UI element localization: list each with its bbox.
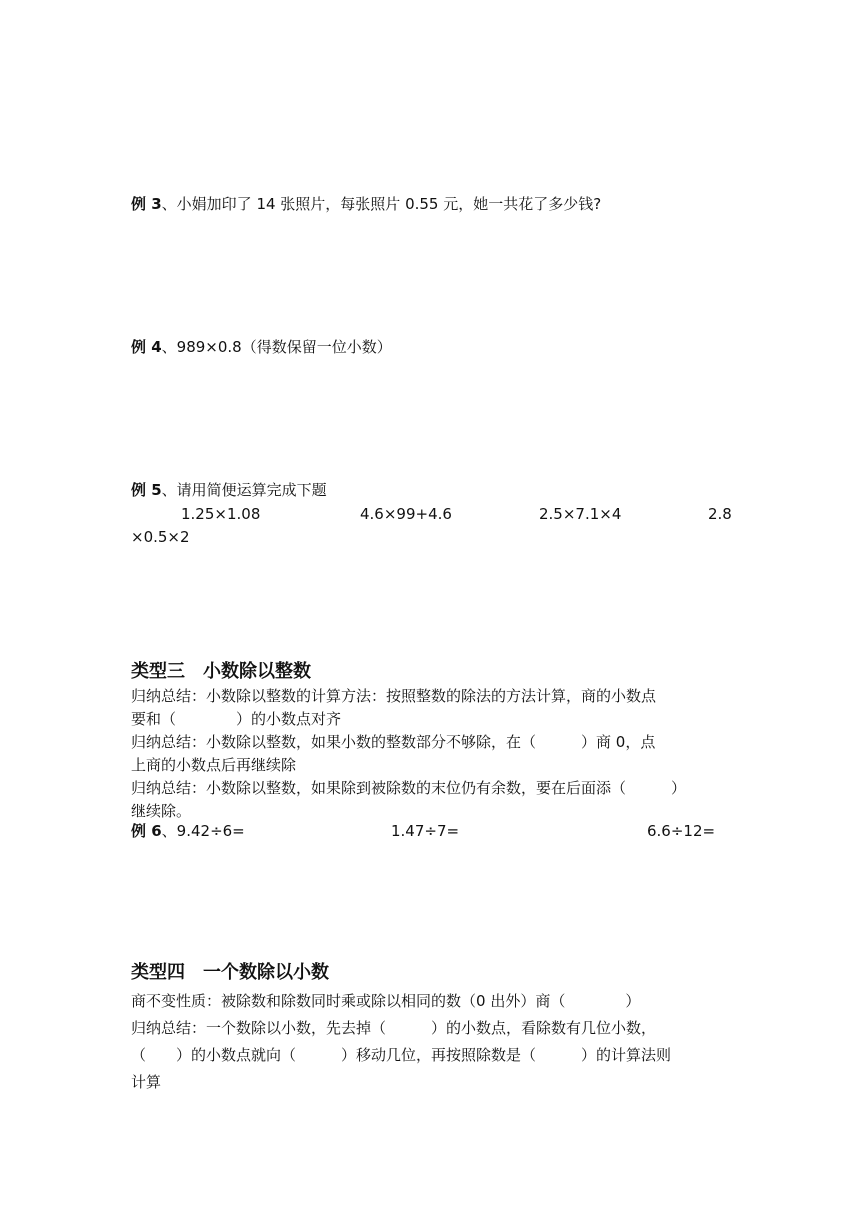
type-3-line: 归纳总结：小数除以整数的计算方法：按照整数的除法的方法计算，商的小数点	[131, 687, 657, 705]
example-5-item-4: 2.8	[708, 505, 732, 523]
type-4-line: （ ）的小数点就向（ ）移动几位，再按照除数是（ ）的计算法则	[131, 1046, 672, 1064]
type-3-line: 归纳总结：小数除以整数，如果除到被除数的末位仍有余数，要在后面添（ ）	[131, 779, 687, 797]
example-6-label: 例 6	[131, 822, 162, 840]
example-5-label: 例 5	[131, 481, 162, 499]
example-5-item-1: 1.25×1.08	[181, 505, 261, 523]
type-4-line: 计算	[131, 1073, 162, 1091]
example-5-item-3: 2.5×7.1×4	[539, 505, 622, 523]
type-4-line: 商不变性质：被除数和除数同时乘或除以相同的数（0 出外）商（ ）	[131, 992, 641, 1010]
example-6-item-2: 1.47÷7=	[391, 822, 460, 840]
example-4	[131, 337, 392, 357]
example-3-text: 、小娟加印了 14 张照片，每张照片 0.55 元，她一共花了多少钱?	[161, 195, 602, 213]
type-4-line: 归纳总结：一个数除以小数，先去掉（ ）的小数点，看除数有几位小数，	[131, 1019, 657, 1037]
example-5-item-2: 4.6×99+4.6	[360, 505, 452, 523]
example-6-item-3: 6.6÷12=	[647, 822, 716, 840]
example-4-text: 、989×0.8（得数保留一位小数）	[161, 338, 392, 356]
example-5-wrap: ×0.5×2	[131, 528, 190, 546]
example-6-item-1: 、9.42÷6=	[161, 822, 245, 840]
type-3-heading: 类型三 小数除以整数	[131, 661, 311, 682]
example-3-label: 例 3	[131, 195, 162, 213]
example-5-text: 、请用简便运算完成下题	[161, 481, 327, 499]
type-3-line: 上商的小数点后再继续除	[131, 756, 297, 774]
type-3-line: 归纳总结：小数除以整数，如果小数的整数部分不够除，在（ ）商 0，点	[131, 733, 656, 751]
example-6	[131, 821, 245, 841]
example-5	[131, 480, 327, 500]
example-3	[131, 194, 601, 214]
type-3-line: 继续除。	[131, 802, 192, 820]
type-3-line: 要和（ ）的小数点对齐	[131, 710, 342, 728]
type-4-heading: 类型四 一个数除以小数	[131, 962, 329, 983]
example-4-label: 例 4	[131, 338, 162, 356]
